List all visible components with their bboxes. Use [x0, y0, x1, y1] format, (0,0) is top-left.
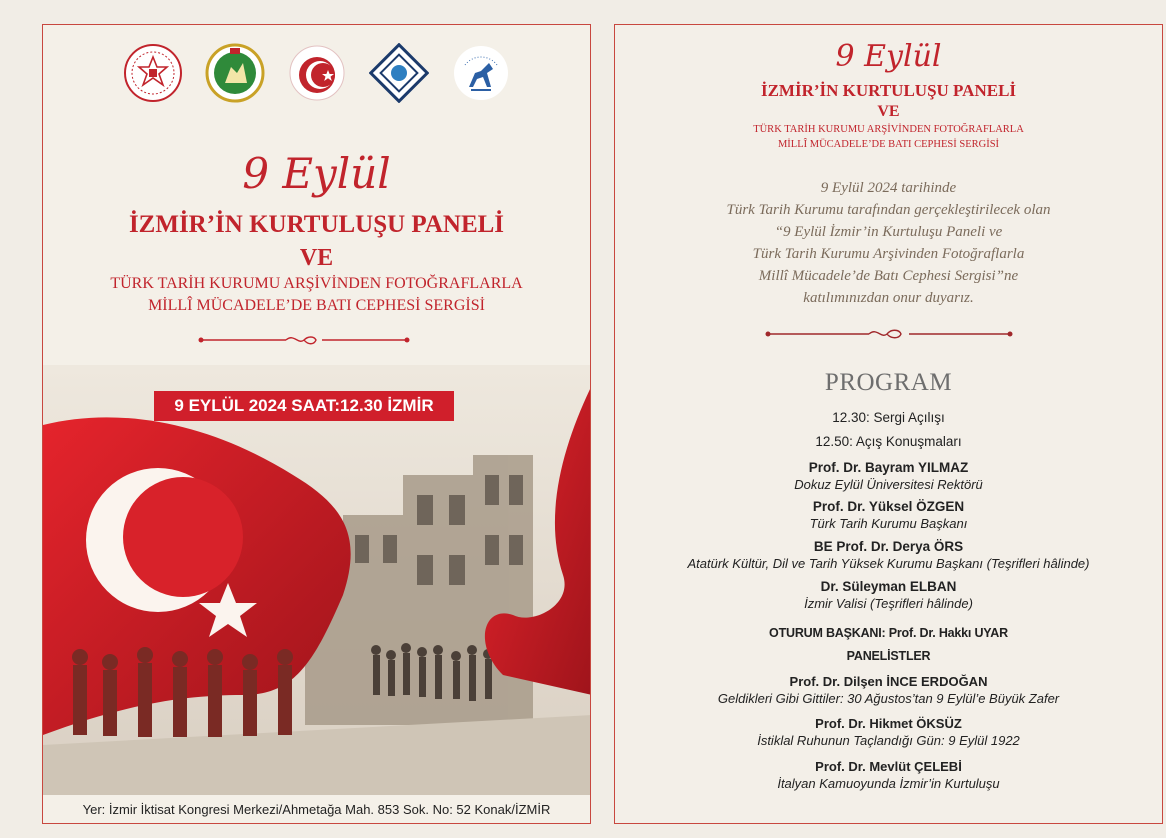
session-chair: OTURUM BAŞKANI: Prof. Dr. Hakkı UYAR — [769, 626, 1008, 640]
speaker-name: Dr. Süleyman ELBAN — [820, 579, 957, 594]
script-title: 9 Eylül — [835, 39, 942, 74]
schedule-item: 12.50: Açış Konuşmaları — [815, 434, 962, 449]
schedule-item: 12.30: Sergi Açılışı — [832, 410, 945, 425]
subtitle-line-1: TÜRK TARİH KURUMU ARŞİVİNDEN FOTOĞRAFLARLA — [753, 124, 1024, 135]
program-list — [615, 409, 1162, 792]
poster-panel — [42, 24, 591, 824]
speaker-role: Atatürk Kültür, Dil ve Tarih Yüksek Kurumu Başkanı (Teşrifleri hâlinde) — [687, 556, 1090, 571]
speaker-role: Türk Tarih Kurumu Başkanı — [809, 516, 968, 531]
subtitle-line-1: TÜRK TARİH KURUMU ARŞİVİNDEN FOTOĞRAFLARLA — [110, 275, 523, 292]
speaker-name: BE Prof. Dr. Derya ÖRS — [813, 539, 964, 554]
invitation-line: Türk Tarih Kurumu Arşivinden Fotoğraflarla — [752, 246, 1025, 262]
subtitle-line-2: MİLLÎ MÜCADELE’DE BATI CEPHESİ SERGİSİ — [777, 139, 1000, 150]
ministry-seal-icon — [123, 43, 183, 103]
script-title: 9 Eylül — [242, 149, 391, 198]
invitation-line: katılımınızdan onur duyarız. — [803, 290, 974, 306]
ornament-divider — [765, 325, 1013, 343]
panelist-name: Prof. Dr. Dilşen İNCE ERDOĞAN — [789, 674, 988, 689]
speaker-name: Prof. Dr. Bayram YILMAZ — [808, 460, 969, 475]
akdtyk-crescent-star-icon — [287, 43, 347, 103]
main-title: İZMİR’İN KURTULUŞU PANELİ — [128, 211, 505, 238]
panelists-label: PANELİSTLER — [846, 649, 931, 663]
panelist-topic: İtalyan Kamuoyunda İzmir’in Kurtuluşu — [777, 776, 1000, 791]
program-heading: PROGRAM — [824, 369, 953, 396]
subtitle-line-2: MİLLÎ MÜCADELE’DE BATI CEPHESİ SERGİSİ — [148, 297, 485, 314]
ttk-seal-icon — [205, 43, 265, 103]
invitation-text — [615, 177, 1162, 309]
logo-row — [123, 43, 523, 109]
main-title: İZMİR’İN KURTULUŞU PANELİ — [760, 81, 1017, 100]
speaker-role: İzmir Valisi (Teşrifleri hâlinde) — [804, 596, 973, 611]
program-panel — [614, 24, 1163, 824]
speaker-role: Dokuz Eylül Üniversitesi Rektörü — [794, 477, 983, 492]
date-time-badge: 9 EYLÜL 2024 SAAT:12.30 İZMİR — [154, 391, 454, 421]
panelist-topic: Geldikleri Gibi Gittiler: 30 Ağustos’tan 9 Eylül’e Büyük Zafer — [717, 691, 1060, 706]
invitation-line: 9 Eylül 2024 tarihinde — [820, 180, 957, 196]
invitation-line: Türk Tarih Kurumu tarafından gerçekleştirilecek olan — [726, 202, 1051, 218]
panelist-name: Prof. Dr. Mevlüt ÇELEBİ — [815, 759, 962, 774]
dokuz-eylul-universitesi-emblem-icon — [451, 43, 511, 103]
invitation-line: Millî Mücadele’de Batı Cephesi Sergisi”ne — [758, 268, 1019, 284]
ataturk-kultur-merkezi-emblem-icon — [369, 43, 429, 103]
ve-title: VE — [877, 103, 900, 120]
hero-flag-illustration — [43, 365, 591, 795]
ornament-divider — [198, 331, 410, 349]
speaker-name: Prof. Dr. Yüksel ÖZGEN — [812, 499, 965, 514]
panelist-topic: İstiklal Ruhunun Taçlandığı Gün: 9 Eylül 1922 — [757, 733, 1020, 748]
ve-title: VE — [299, 245, 334, 271]
venue-address: Yer: İzmir İktisat Kongresi Merkezi/Ahmetağa Mah. 853 Sok. No: 52 Konak/İZMİR — [82, 802, 551, 817]
invitation-line: “9 Eylül İzmir’in Kurtuluşu Paneli ve — [774, 224, 1003, 240]
panelist-name: Prof. Dr. Hikmet ÖKSÜZ — [815, 716, 962, 731]
